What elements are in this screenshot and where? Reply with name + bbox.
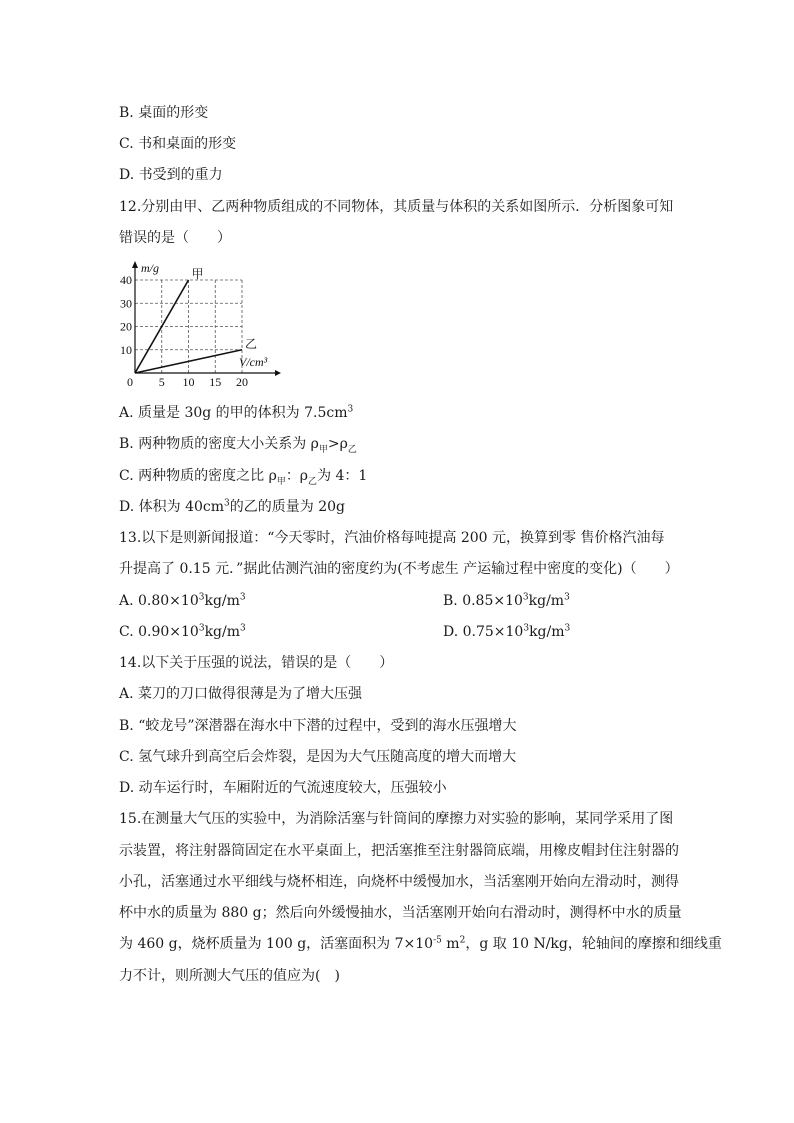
question-13-stem-1: 13.以下是则新闻报道：“今天零时，汽油价格每吨提高 200 元，换算到零 售价格汽油每 [119,530,665,546]
question-15-line-1: 15.在测量大气压的实验中，为消除活塞与针筒间的摩擦力对实验的影响，某同学采用了图 [119,811,674,827]
option-13d: D. $0.75\times 10^3kg/m^3$ [443,623,571,640]
question-13-stem-2: 升提高了 0.15 元．”据此估测汽油的密度约为(不考虑生 产运输过程中密度的变化)（ ） [119,561,679,577]
x-tick-label: 15 [209,375,222,389]
option-14d: D. 动车运行时，车厢附近的气流速度较大，压强较小 [119,780,447,796]
option-14c: C. 氢气球升到高空后会炸裂，是因为大气压随高度的增大而增大 [119,749,517,765]
x-axis-label: V/cm³ [239,355,268,369]
chart-grid [135,280,242,373]
option-13c: C. $0.90\times 10^3kg/m^3$ [119,623,246,640]
y-tick-label: 20 [120,319,132,334]
question-15-line-6: 力不计，则所测大气压的值应为( ) [119,968,340,984]
option-12b: B. 两种物质的密度大小关系为 $\rho_甲>\rho_乙$ [119,436,357,455]
question-12-stem-2: 错误的是（ ） [119,230,231,246]
x-tick-label: 20 [236,375,248,389]
option-11b: B. 桌面的形变 [119,105,209,121]
question-15-line-4: 杯中水的质量为 880 g；然后向外缓慢抽水，当活塞刚开始向右滑动时，测得杯中水的质量 [119,905,682,921]
series-line-yi [135,350,242,373]
y-axis-arrow [132,261,138,268]
y-axis-label: m/g [141,261,159,275]
y-tick-label: 40 [120,273,132,287]
option-11d: D. 书受到的重力 [119,167,223,183]
option-14a: A. 菜刀的刀口做得很薄是为了增大压强 [119,686,363,702]
option-14b: B. “蛟龙号”深潜器在海水中下潜的过程中，受到的海水压强增大 [119,718,517,734]
option-12d: D. 体积为 $40cm^3$的乙的质量为 20g [119,498,345,515]
x-tick-label: 10 [182,375,195,389]
x-tick-label: 5 [158,375,165,389]
series-label: 甲 [191,267,204,281]
question-12-stem-1: 12.分别由甲、乙两种物质组成的不同物体，其质量与体积的关系如图所示．分析图象可知 [119,199,674,215]
option-13a: A. $0.80\times 10^3kg/m^3$ [119,592,246,609]
y-tick-label: 10 [120,342,132,357]
y-tick-label: 30 [120,296,132,311]
question-15-line-2: 示装置，将注射器筒固定在水平桌面上，把活塞推至注射器筒底端，用橡皮帽封住注射器的 [119,843,679,859]
question-15-line-5: 为 460 g，烧杯质量为 100 g，活塞面积为 $7\times 10^{-5}$ $m^2$，g 取 10 N/kg，轮轴间的摩擦和细线重 [119,935,722,952]
option-13b: B. $0.85\times 10^3kg/m^3$ [443,592,570,609]
series-label: 乙 [245,336,258,351]
option-11c: C. 书和桌面的形变 [119,136,237,152]
mass-volume-chart [117,258,282,390]
x-axis-arrow [275,370,281,376]
question-14-stem: 14.以下关于压强的说法，错误的是（ ） [119,655,394,671]
question-15-line-3: 小孔，活塞通过水平细线与烧杯相连，向烧杯中缓慢加水，当活塞刚开始向左滑动时，测得 [119,874,679,890]
option-12a: A. 质量是 30g 的甲的体积为 $7.5cm^3$ [119,404,354,421]
option-12c: C. 两种物质的密度之比 $\rho_甲$：$\rho_乙$为 4：1 [119,468,368,487]
x-tick-label: 0 [127,375,133,389]
